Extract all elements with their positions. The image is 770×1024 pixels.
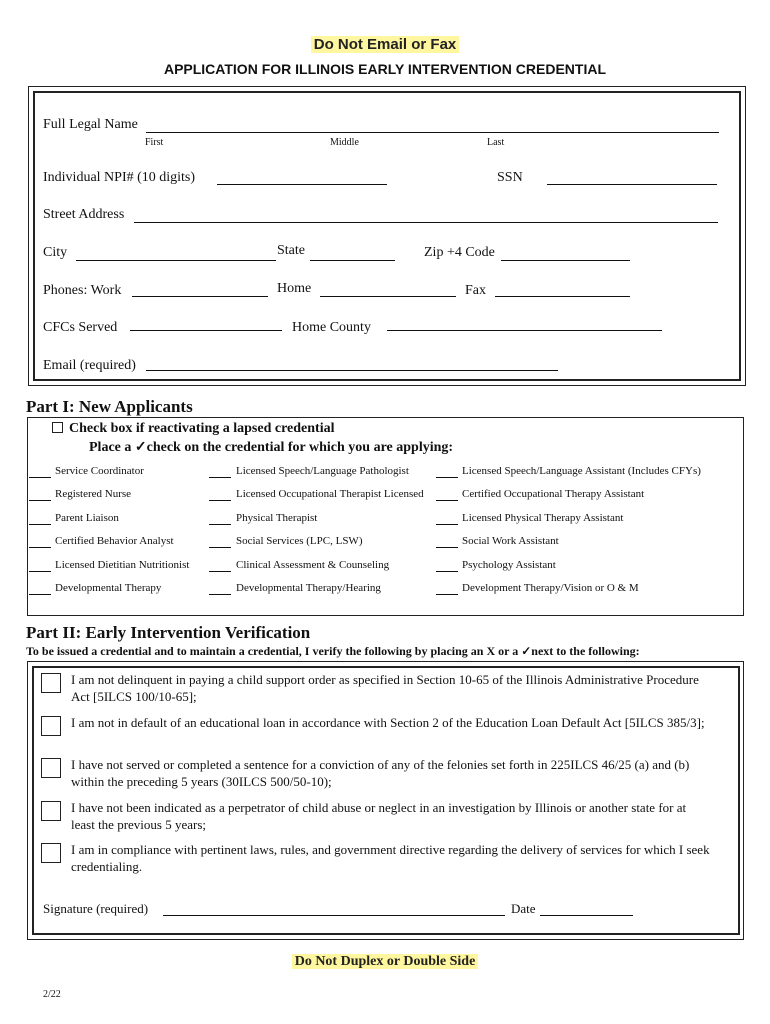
ssn-field[interactable] [547, 184, 717, 185]
email-field[interactable] [146, 370, 558, 371]
credential-check-line[interactable] [436, 500, 458, 501]
credential-check-line[interactable] [209, 571, 231, 572]
personal-info-inner-frame [33, 91, 741, 381]
credential-check-line[interactable] [29, 594, 51, 595]
home-county-field[interactable] [387, 330, 662, 331]
signature-field[interactable] [163, 915, 505, 916]
credential-check-line[interactable] [29, 477, 51, 478]
credential-label: Licensed Speech/Language Pathologist [236, 465, 409, 477]
credential-label: Certified Occupational Therapy Assistant [462, 488, 645, 501]
verification-statement: I am not delinquent in paying a child support order as specified in Section 10-65 of the Illinois Administrative Procedure Act [5ILCS 100/10-65]; [71, 672, 699, 704]
top-banner-wrap [0, 36, 770, 54]
footer-date: 2/22 [43, 989, 61, 1000]
reactivate-row [52, 421, 334, 437]
signature-label: Signature (required) [43, 901, 149, 916]
verification-statement: I am in compliance with pertinent laws, rules, and government directive regarding the delivery of services for which I seek credentialing. [71, 842, 710, 874]
credential-check-line[interactable] [209, 547, 231, 548]
phone-home-field[interactable] [320, 296, 456, 297]
full-legal-name-field[interactable] [146, 132, 719, 133]
credential-check-line[interactable] [29, 571, 51, 572]
credential-check-line[interactable] [436, 594, 458, 595]
phone-work-label: Phones: Work [43, 283, 122, 298]
zip-field[interactable] [501, 260, 630, 261]
credential-check-line[interactable] [209, 500, 231, 501]
credential-check-line[interactable] [29, 524, 51, 525]
cfcs-served-label: CFCs Served [43, 320, 118, 335]
credential-label: Physical Therapist [236, 511, 318, 524]
credential-label: Developmental Therapy/Hearing [236, 582, 381, 594]
verification-checkbox[interactable] [41, 716, 61, 736]
credential-label: Certified Behavior Analyst [55, 535, 174, 548]
credential-label: Social Services (LPC, LSW) [236, 535, 363, 548]
verification-checkbox[interactable] [41, 843, 61, 863]
date-field[interactable] [540, 915, 633, 916]
fax-field[interactable] [495, 296, 630, 297]
credential-label: Clinical Assessment & Counseling [236, 558, 390, 571]
zip-label: Zip +4 Code [424, 245, 495, 260]
reactivate-checkbox[interactable] [52, 422, 63, 433]
full-legal-name-label: Full Legal Name [43, 117, 138, 132]
verification-checkbox[interactable] [41, 801, 61, 821]
reactivate-label: Check box if reactivating a lapsed credential [69, 421, 335, 436]
credential-label: Development Therapy/Vision or O & M [462, 582, 639, 594]
part2-instruction: To be issued a credential and to maintain a credential, I verify the following by placing an X or a ✓next to the following: [26, 644, 640, 658]
part1-title: Part I: New Applicants [26, 397, 193, 416]
credential-check-line[interactable] [436, 571, 458, 572]
credential-label: Parent Liaison [55, 511, 119, 524]
credential-label: Service Coordinator [55, 465, 144, 477]
cfcs-served-field[interactable] [130, 330, 282, 331]
part1-instruction: Place a ✓check on the credential for which you are applying: [89, 440, 454, 455]
verification-checkbox[interactable] [41, 758, 61, 778]
top-banner: Do Not Email or Fax [311, 36, 460, 53]
credential-check-line[interactable] [209, 524, 231, 525]
credential-label: Psychology Assistant [462, 558, 556, 571]
phone-work-field[interactable] [132, 296, 268, 297]
credential-label: Developmental Therapy [55, 582, 162, 594]
first-name-caption: First [145, 137, 164, 148]
street-address-field[interactable] [134, 222, 718, 223]
bottom-banner: Do Not Duplex or Double Side [292, 954, 479, 969]
credential-check-line[interactable] [436, 477, 458, 478]
middle-name-caption: Middle [330, 137, 359, 148]
credential-check-line[interactable] [209, 594, 231, 595]
city-field[interactable] [76, 260, 276, 261]
credential-label: Licensed Physical Therapy Assistant [462, 511, 624, 524]
form-title: APPLICATION FOR ILLINOIS EARLY INTERVENTION CREDENTIAL [163, 61, 607, 77]
credential-label: Social Work Assistant [462, 535, 559, 548]
credential-check-line[interactable] [29, 547, 51, 548]
bottom-banner-wrap [0, 952, 770, 970]
date-label: Date [511, 901, 536, 916]
verification-checkbox[interactable] [41, 673, 61, 693]
credential-label: Licensed Dietitian Nutritionist [55, 558, 190, 571]
email-label: Email (required) [43, 358, 136, 373]
last-name-caption: Last [487, 137, 505, 148]
verification-statement: I have not served or completed a sentence for a conviction of any of the felonies set forth in 225ILCS 46/25 (a) and (b) within the preceding 5 years (30ILCS 500/50-10); [71, 757, 690, 789]
city-label: City [43, 245, 68, 260]
credential-check-line[interactable] [436, 524, 458, 525]
fax-label: Fax [465, 283, 486, 298]
credential-check-line[interactable] [436, 547, 458, 548]
credential-label: Licensed Speech/Language Assistant (Includes CFYs) [462, 465, 701, 477]
credential-label: Registered Nurse [55, 488, 132, 501]
ssn-label: SSN [497, 170, 523, 185]
phone-home-label: Home [277, 281, 312, 296]
credential-label: Licensed Occupational Therapist Licensed [236, 488, 424, 501]
verification-statement: I have not been indicated as a perpetrator of child abuse or neglect in an investigation by Illinois or another state for at least the previous 5 years; [71, 799, 687, 832]
verification-statement: I am not in default of an educational loan in accordance with Section 2 of the Education Loan Default Act [5ILCS 385/3]; [71, 714, 705, 730]
credential-check-line[interactable] [209, 477, 231, 478]
part2-title: Part II: Early Intervention Verification [26, 623, 311, 642]
credential-check-line[interactable] [29, 500, 51, 501]
street-address-label: Street Address [43, 207, 125, 222]
state-field[interactable] [310, 260, 395, 261]
state-label: State [277, 243, 305, 258]
home-county-label: Home County [292, 320, 371, 335]
npi-field[interactable] [217, 184, 387, 185]
npi-label: Individual NPI# (10 digits) [43, 170, 196, 185]
